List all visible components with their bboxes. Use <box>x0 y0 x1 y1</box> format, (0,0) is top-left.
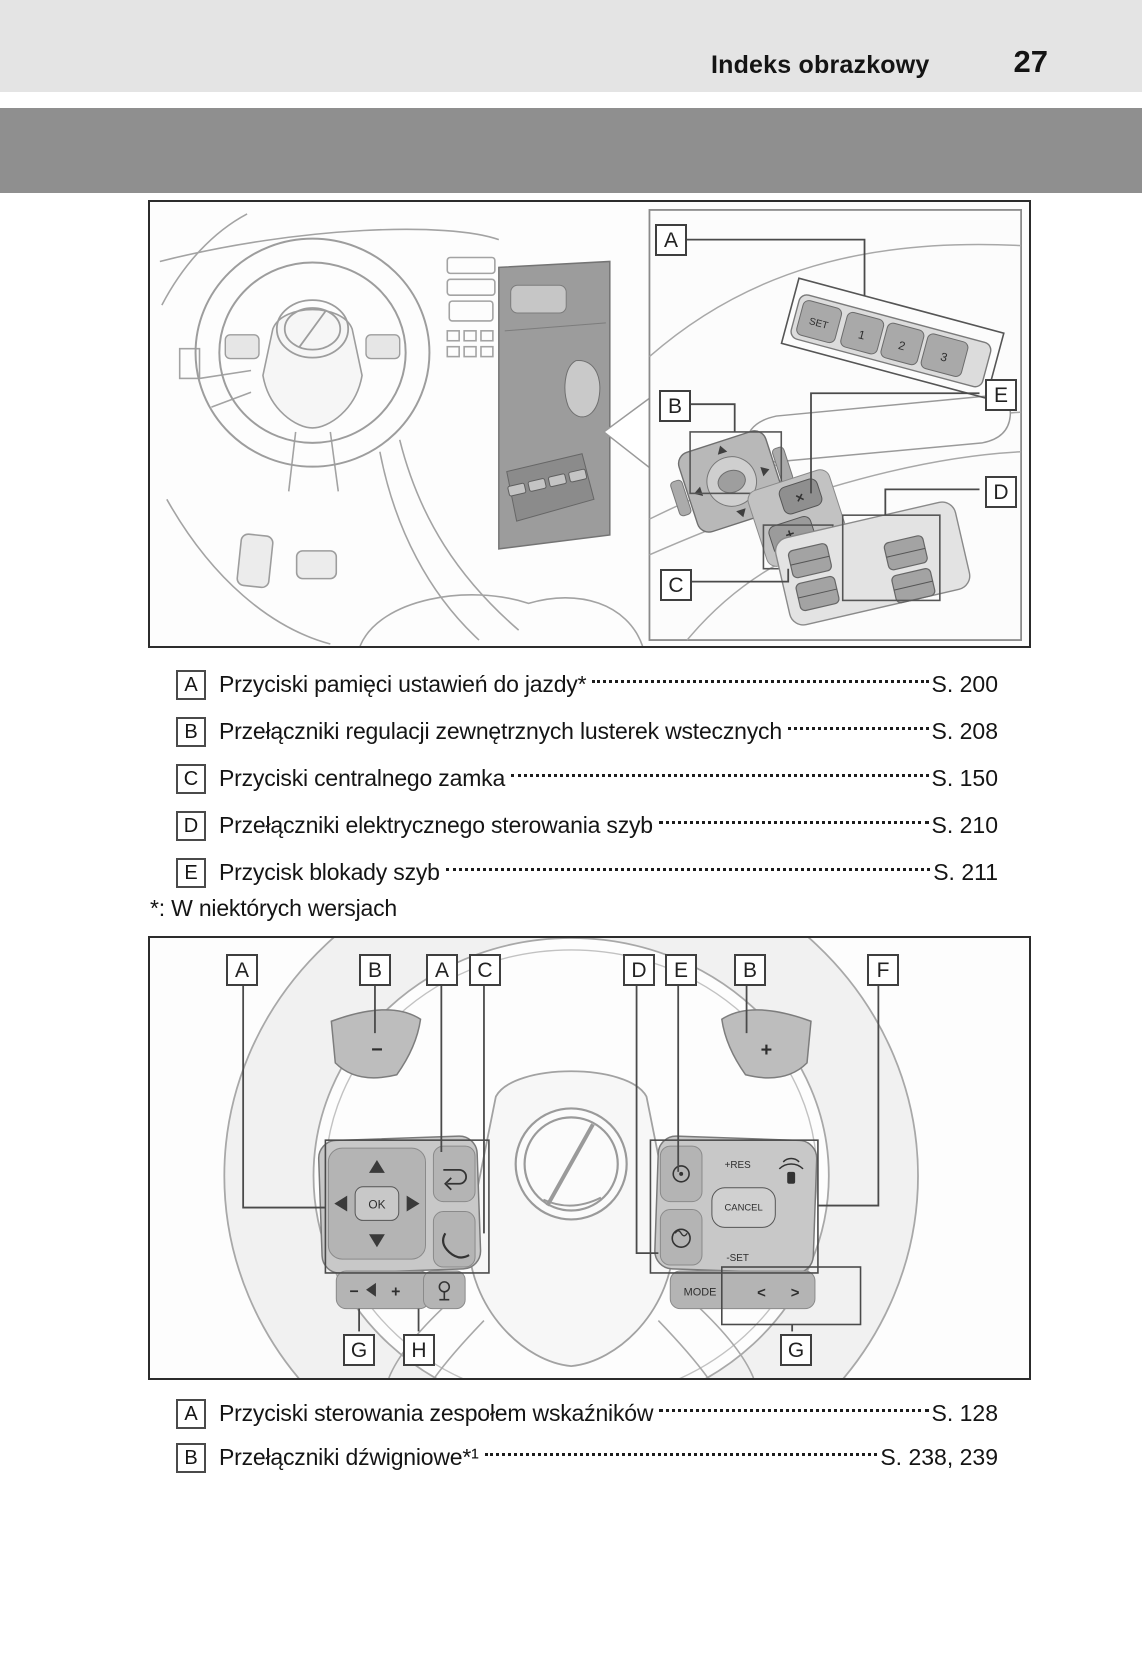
section-banner <box>0 108 1142 193</box>
legend-row <box>176 809 998 842</box>
footnote: *: W niektórych wersjach <box>150 895 397 921</box>
dot-leader <box>446 868 930 871</box>
legend-row <box>176 1397 998 1430</box>
paddle-plus-label: + <box>760 1038 773 1061</box>
inset-panel <box>649 210 1021 640</box>
legend-letter-box: E <box>176 858 206 888</box>
page-number: 27 <box>1013 44 1048 79</box>
ok-label: OK <box>368 1197 386 1212</box>
memory-1-label: 1 <box>856 327 867 343</box>
left-button-cluster <box>318 1136 481 1309</box>
pedals <box>237 533 337 588</box>
door-panel <box>499 261 610 548</box>
steering-wheel-drawing <box>150 938 1029 1378</box>
res-label: +RES <box>724 1159 751 1171</box>
legend-label: Przyciski centralnego zamka <box>219 765 506 791</box>
legend-letter-box: C <box>176 764 206 794</box>
mode-label: MODE <box>683 1286 717 1299</box>
back-button <box>433 1146 475 1201</box>
figure-interior-illustration <box>148 200 1031 648</box>
interior-drawing <box>150 202 1029 646</box>
callout-box-D: D <box>985 476 1017 508</box>
legend-row <box>176 668 998 701</box>
callout-box-H: H <box>403 1334 435 1366</box>
volume-minus-label: − <box>349 1283 359 1301</box>
callout-box-B: B <box>359 954 391 986</box>
callout-box-F: F <box>867 954 899 986</box>
callout-box-G2: G <box>780 1334 812 1366</box>
legend-row <box>176 715 998 748</box>
dot-leader <box>659 821 929 824</box>
dot-leader <box>788 727 929 730</box>
callout-box-E: E <box>985 379 1017 411</box>
paddle-shifter-left <box>331 1010 420 1078</box>
legend-page-ref: S. 211 <box>933 859 998 885</box>
callout-box-B: B <box>659 390 691 422</box>
set-label: -SET <box>726 1253 749 1265</box>
callout-box-D: D <box>623 954 655 986</box>
wheel-heater-button <box>660 1210 702 1265</box>
legend-page-ref: S. 128 <box>931 1400 998 1426</box>
paddle-shifter-right <box>722 1010 811 1078</box>
figure-steering-wheel-illustration <box>148 936 1031 1380</box>
dot-leader <box>485 1453 878 1456</box>
legend-label: Przełączniki dźwigniowe*¹ <box>219 1444 479 1470</box>
callout-box-C: C <box>660 569 692 601</box>
voice-button <box>424 1271 466 1309</box>
dot-leader <box>659 1409 928 1412</box>
callout-box-A: A <box>655 224 687 256</box>
callout-box-B2: B <box>734 954 766 986</box>
memory-set-label: SET <box>807 316 830 332</box>
cancel-label: CANCEL <box>724 1201 763 1213</box>
page-header-title: Indeks obrazkowy <box>710 51 930 79</box>
legend-label: Przełączniki regulacji zewnętrznych lusterek wstecznych <box>219 718 782 744</box>
legend-label: Przełączniki elektrycznego sterowania szyb <box>219 812 653 838</box>
dot-leader <box>592 680 928 683</box>
legend-letter-box: D <box>176 811 206 841</box>
memory-2-label: 2 <box>896 338 907 354</box>
steering-wheel <box>196 239 430 467</box>
callout-box-A: A <box>226 954 258 986</box>
volume-plus-label: + <box>391 1283 401 1301</box>
lexus-logo <box>516 1108 627 1219</box>
dot-leader <box>511 774 928 777</box>
callout-box-G: G <box>343 1334 375 1366</box>
paddle-minus-label: − <box>371 1038 383 1061</box>
legend-row <box>176 1441 998 1474</box>
page-header <box>0 0 1142 92</box>
legend-page-ref: S. 208 <box>931 718 998 744</box>
memory-3-label: 3 <box>939 349 950 365</box>
legend-page-ref: S. 200 <box>931 671 998 697</box>
legend-letter-box: A <box>176 670 206 700</box>
track-prev-label: < <box>757 1285 766 1302</box>
legend-row <box>176 856 998 889</box>
callout-box-C: C <box>469 954 501 986</box>
callout-box-A2: A <box>426 954 458 986</box>
legend-page-ref: S. 150 <box>931 765 998 791</box>
legend-letter-box: A <box>176 1399 206 1429</box>
callout-box-E: E <box>665 954 697 986</box>
track-next-label: > <box>790 1285 800 1302</box>
legend-page-ref: S. 210 <box>931 812 998 838</box>
legend-label: Przyciski pamięci ustawień do jazdy* <box>219 671 587 697</box>
legend-page-ref: S. 238, 239 <box>880 1444 998 1470</box>
legend-row <box>176 762 998 795</box>
legend-label: Przycisk blokady szyb <box>219 859 440 885</box>
legend-letter-box: B <box>176 717 206 747</box>
zoom-wedge <box>604 398 650 467</box>
phone-button <box>433 1212 475 1267</box>
legend-letter-box: B <box>176 1443 206 1473</box>
legend-label: Przyciski sterowania zespołem wskaźników <box>219 1400 654 1426</box>
